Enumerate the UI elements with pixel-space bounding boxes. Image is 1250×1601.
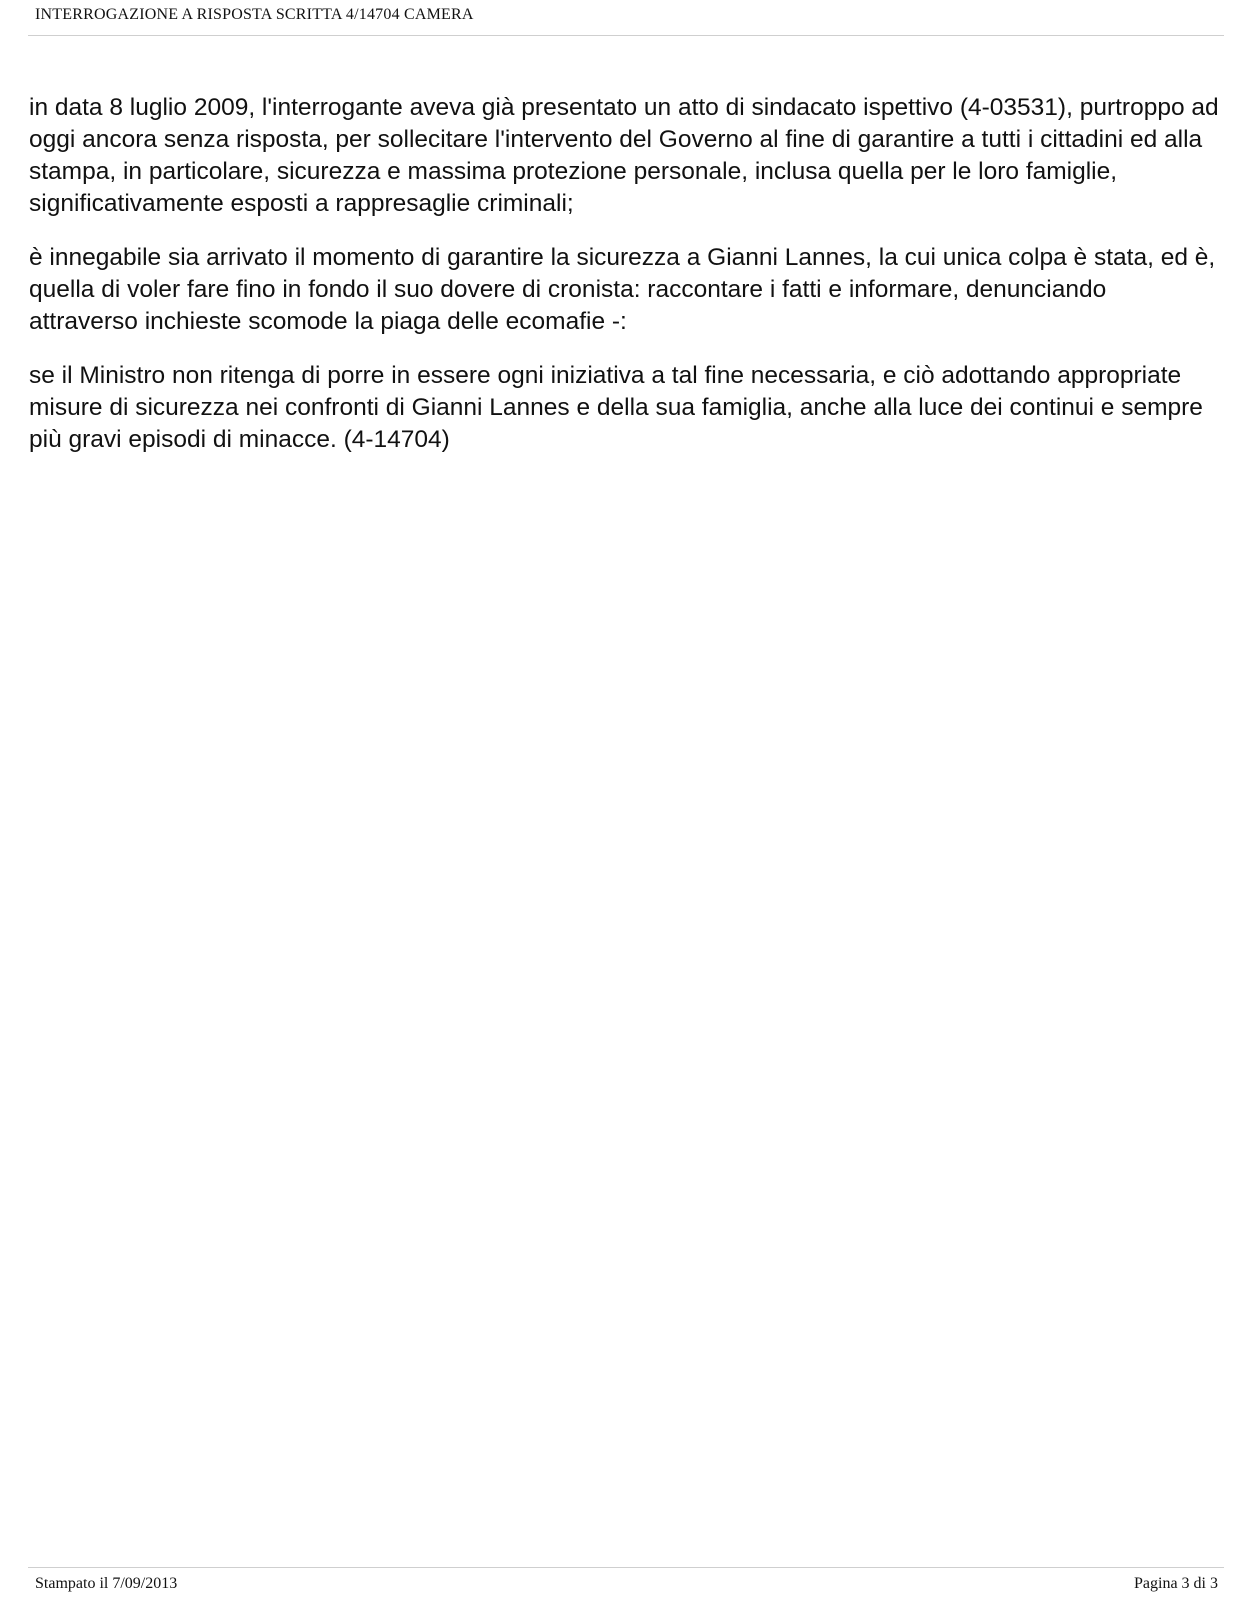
- page-footer: [28, 1567, 1224, 1601]
- page-number: Pagina 3 di 3: [1134, 1575, 1218, 1592]
- document-body: [29, 92, 1221, 478]
- paragraph: se il Ministro non ritenga di porre in essere ogni iniziativa a tal fine necessaria, e ciò adottando appropriate misure di sicurezza nei confronti di Gianni Lannes e della sua famiglia, anche alla luce dei continui e sempre più gravi episodi di minacce. (4-14704): [29, 362, 1203, 453]
- page-header: [28, 0, 1224, 36]
- print-date: Stampato il 7/09/2013: [35, 1575, 178, 1592]
- document-title: INTERROGAZIONE A RISPOSTA SCRITTA 4/14704 CAMERA: [35, 6, 474, 23]
- paragraph: in data 8 luglio 2009, l'interrogante aveva già presentato un atto di sindacato ispettivo (4-03531), purtroppo ad oggi ancora senza risposta, per sollecitare l'intervento del Governo al fine di garantire a tutti i cittadini ed alla stampa, in particolare, sicurezza e massima protezione personale, inclusa quella per le loro famiglie, significativamente esposti a rappresaglie criminali;: [29, 94, 1219, 217]
- paragraph: è innegabile sia arrivato il momento di garantire la sicurezza a Gianni Lannes, la cui unica colpa è stata, ed è, quella di voler fare fino in fondo il suo dovere di cronista: raccontare i fatti e informare, denunciando attraverso inchieste scomode la piaga delle ecomafie -:: [29, 244, 1216, 335]
